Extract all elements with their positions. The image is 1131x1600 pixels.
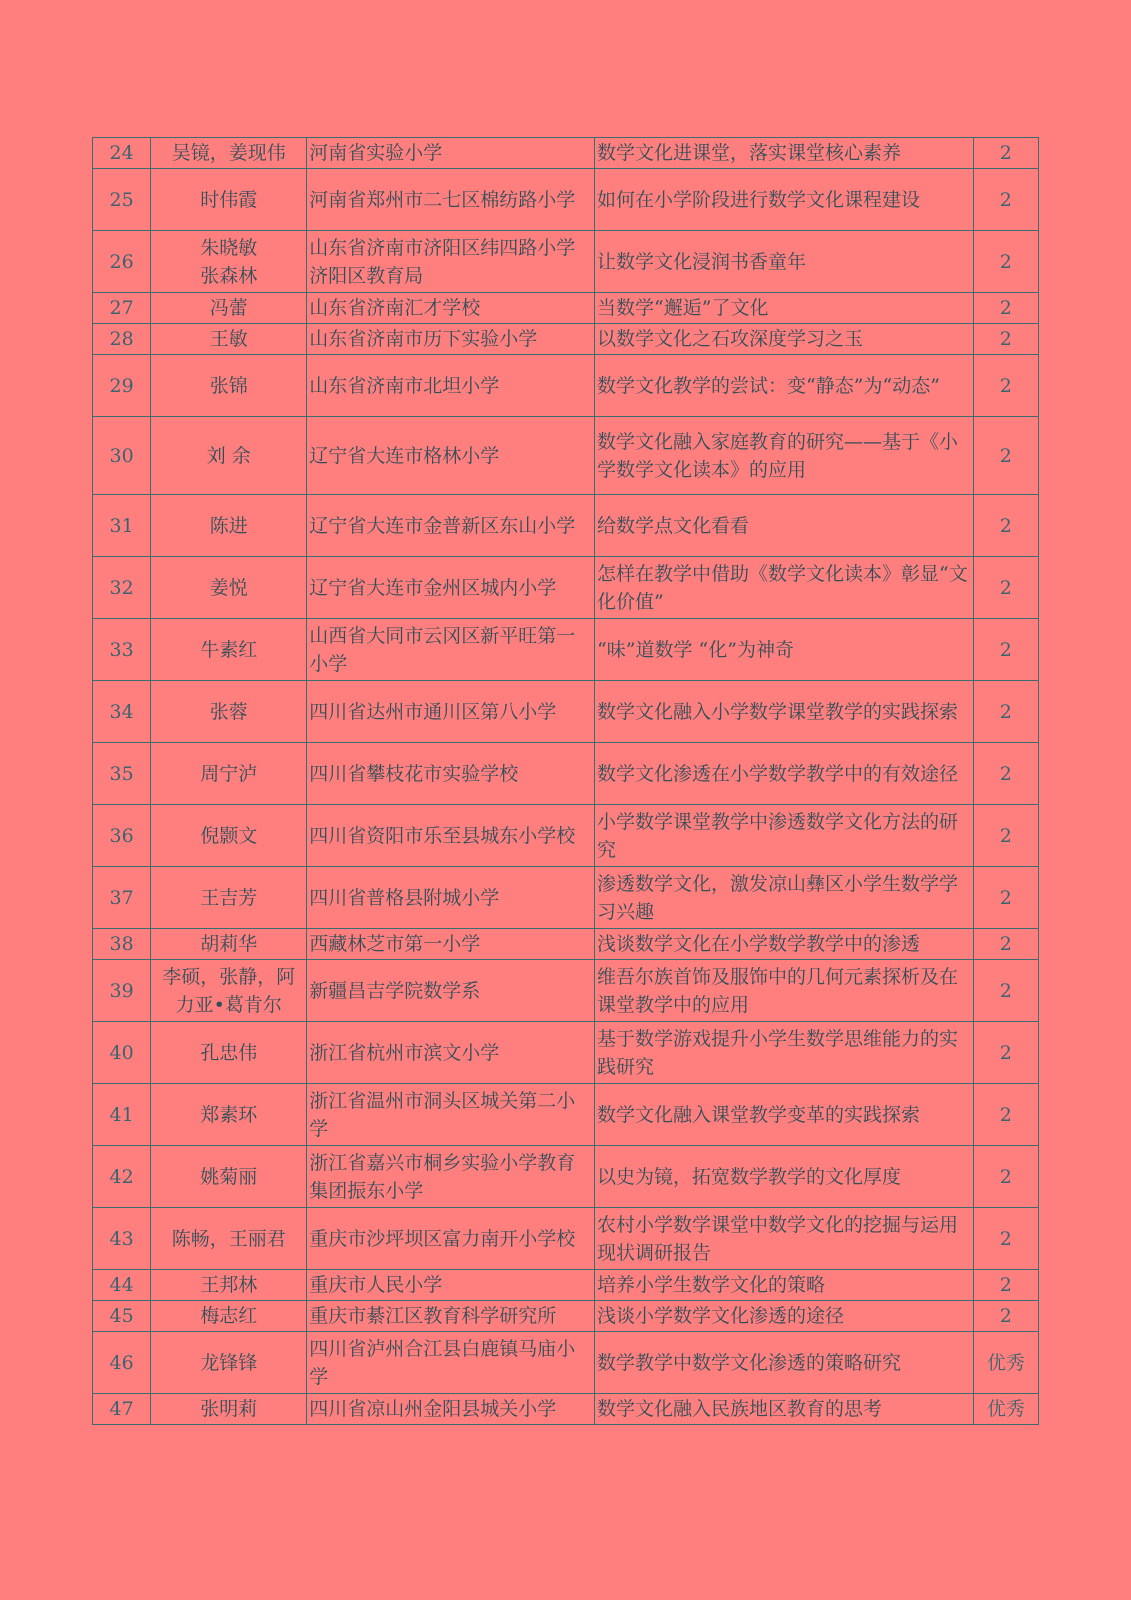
paper-title: 农村小学数学课堂中数学文化的挖掘与运用现状调研报告 xyxy=(595,1208,974,1270)
paper-title: 让数学文化浸润书香童年 xyxy=(595,231,974,293)
author-cell xyxy=(151,495,307,557)
award-level: 2 xyxy=(973,1208,1038,1270)
table-row xyxy=(93,1270,1039,1301)
table-row xyxy=(93,681,1039,743)
award-table-body xyxy=(93,138,1039,1425)
award-level: 2 xyxy=(973,1084,1038,1146)
paper-title: 数学文化融入家庭教育的研究——基于《小学数学文化读本》的应用 xyxy=(595,417,974,495)
table-row xyxy=(93,324,1039,355)
award-level: 2 xyxy=(973,557,1038,619)
award-level: 2 xyxy=(973,619,1038,681)
author-cell xyxy=(151,960,307,1022)
author-cell xyxy=(151,743,307,805)
author-cell xyxy=(151,681,307,743)
author-name: 姚菊丽 xyxy=(200,1165,258,1188)
author-name: 陈畅，王丽君 xyxy=(171,1227,286,1250)
award-level: 2 xyxy=(973,355,1038,417)
author-name: 张蓉 xyxy=(209,700,248,723)
table-row xyxy=(93,417,1039,495)
school-name: 山东省济南市济阳区纬四路小学 济阳区教育局 xyxy=(307,231,595,293)
paper-title: 数学文化教学的尝试：变“静态”为“动态” xyxy=(595,355,974,417)
table-row xyxy=(93,960,1039,1022)
author-name: 龙锋锋 xyxy=(200,1351,258,1374)
award-level: 2 xyxy=(973,960,1038,1022)
award-level: 2 xyxy=(973,169,1038,231)
award-level: 2 xyxy=(973,1146,1038,1208)
author-name: 时伟霞 xyxy=(200,188,258,211)
paper-title: “味”道数学 “化”为神奇 xyxy=(595,619,974,681)
entry-number: 36 xyxy=(93,805,151,867)
paper-title: 浅谈小学数学文化渗透的途径 xyxy=(595,1301,974,1332)
table-row xyxy=(93,1022,1039,1084)
entry-number: 33 xyxy=(93,619,151,681)
paper-title: 数学文化渗透在小学数学教学中的有效途径 xyxy=(595,743,974,805)
paper-title: 小学数学课堂教学中渗透数学文化方法的研究 xyxy=(595,805,974,867)
table-row xyxy=(93,743,1039,805)
award-table xyxy=(92,137,1039,1425)
school-name: 重庆市沙坪坝区富力南开小学校 xyxy=(307,1208,595,1270)
entry-number: 38 xyxy=(93,929,151,960)
author-cell xyxy=(151,929,307,960)
entry-number: 43 xyxy=(93,1208,151,1270)
entry-number: 29 xyxy=(93,355,151,417)
table-row xyxy=(93,231,1039,293)
author-cell xyxy=(151,138,307,169)
school-name: 山东省济南市历下实验小学 xyxy=(307,324,595,355)
school-name: 浙江省杭州市滨文小学 xyxy=(307,1022,595,1084)
author-cell xyxy=(151,1301,307,1332)
school-name: 浙江省嘉兴市桐乡实验小学教育集团振东小学 xyxy=(307,1146,595,1208)
author-cell xyxy=(151,867,307,929)
author-name: 刘 余 xyxy=(206,444,251,467)
paper-title: 培养小学生数学文化的策略 xyxy=(595,1270,974,1301)
author-cell xyxy=(151,1208,307,1270)
author-cell xyxy=(151,324,307,355)
table-row xyxy=(93,805,1039,867)
school-name: 西藏林芝市第一小学 xyxy=(307,929,595,960)
school-name: 四川省攀枝花市实验学校 xyxy=(307,743,595,805)
table-row xyxy=(93,619,1039,681)
author-name: 梅志红 xyxy=(200,1305,258,1327)
award-level: 2 xyxy=(973,495,1038,557)
paper-title: 以史为镜，拓宽数学教学的文化厚度 xyxy=(595,1146,974,1208)
school-name: 山东省济南汇才学校 xyxy=(307,293,595,324)
paper-title: 以数学文化之石攻深度学习之玉 xyxy=(595,324,974,355)
award-level: 2 xyxy=(973,1270,1038,1301)
school-name: 浙江省温州市洞头区城关第二小学 xyxy=(307,1084,595,1146)
school-name: 山东省济南市北坦小学 xyxy=(307,355,595,417)
entry-number: 24 xyxy=(93,138,151,169)
author-cell xyxy=(151,619,307,681)
entry-number: 44 xyxy=(93,1270,151,1301)
entry-number: 25 xyxy=(93,169,151,231)
entry-number: 40 xyxy=(93,1022,151,1084)
author-name: 张森林 xyxy=(200,264,258,287)
entry-number: 39 xyxy=(93,960,151,1022)
entry-number: 31 xyxy=(93,495,151,557)
author-name: 胡莉华 xyxy=(200,933,258,955)
school-name: 辽宁省大连市金普新区东山小学 xyxy=(307,495,595,557)
author-name: 牛素红 xyxy=(200,638,258,661)
award-level: 优秀 xyxy=(973,1332,1038,1394)
author-name: 陈进 xyxy=(209,514,248,537)
award-level: 2 xyxy=(973,231,1038,293)
entry-number: 35 xyxy=(93,743,151,805)
school-name: 辽宁省大连市格林小学 xyxy=(307,417,595,495)
table-row xyxy=(93,867,1039,929)
award-level: 2 xyxy=(973,929,1038,960)
entry-number: 46 xyxy=(93,1332,151,1394)
author-name: 孔忠伟 xyxy=(200,1041,258,1064)
author-name: 冯蕾 xyxy=(209,297,248,319)
author-cell xyxy=(151,1022,307,1084)
paper-title: 数学文化进课堂，落实课堂核心素养 xyxy=(595,138,974,169)
school-name: 四川省普格县附城小学 xyxy=(307,867,595,929)
author-name: 王敏 xyxy=(209,328,248,350)
entry-number: 41 xyxy=(93,1084,151,1146)
table-row xyxy=(93,495,1039,557)
table-row xyxy=(93,1208,1039,1270)
author-name: 王吉芳 xyxy=(200,886,258,909)
table-row xyxy=(93,557,1039,619)
school-name: 四川省资阳市乐至县城东小学校 xyxy=(307,805,595,867)
author-name: 姜悦 xyxy=(209,576,248,599)
table-row xyxy=(93,355,1039,417)
author-name: 张明莉 xyxy=(200,1398,258,1420)
table-row xyxy=(93,1084,1039,1146)
paper-title: 数学文化融入民族地区教育的思考 xyxy=(595,1394,974,1425)
table-row xyxy=(93,1332,1039,1394)
table-row xyxy=(93,293,1039,324)
paper-title: 维吾尔族首饰及服饰中的几何元素探析及在课堂教学中的应用 xyxy=(595,960,974,1022)
entry-number: 27 xyxy=(93,293,151,324)
entry-number: 42 xyxy=(93,1146,151,1208)
author-cell xyxy=(151,231,307,293)
award-level: 2 xyxy=(973,743,1038,805)
author-cell xyxy=(151,1394,307,1425)
school-name: 山西省大同市云冈区新平旺第一小学 xyxy=(307,619,595,681)
table-row xyxy=(93,1301,1039,1332)
paper-title: 浅谈数学文化在小学数学教学中的渗透 xyxy=(595,929,974,960)
school-name: 四川省凉山州金阳县城关小学 xyxy=(307,1394,595,1425)
school-name: 辽宁省大连市金州区城内小学 xyxy=(307,557,595,619)
award-level: 2 xyxy=(973,681,1038,743)
author-cell xyxy=(151,1084,307,1146)
award-level: 2 xyxy=(973,1301,1038,1332)
award-level: 2 xyxy=(973,805,1038,867)
entry-number: 28 xyxy=(93,324,151,355)
award-level: 2 xyxy=(973,1022,1038,1084)
paper-title: 当数学“邂逅”了文化 xyxy=(595,293,974,324)
author-name: 李硕，张静，阿 xyxy=(162,965,296,988)
award-level: 优秀 xyxy=(973,1394,1038,1425)
table-row xyxy=(93,1394,1039,1425)
paper-title: 基于数学游戏提升小学生数学思维能力的实践研究 xyxy=(595,1022,974,1084)
author-name: 倪颢文 xyxy=(200,824,258,847)
award-level: 2 xyxy=(973,138,1038,169)
author-cell xyxy=(151,169,307,231)
entry-number: 37 xyxy=(93,867,151,929)
school-name: 河南省实验小学 xyxy=(307,138,595,169)
school-name: 重庆市人民小学 xyxy=(307,1270,595,1301)
school-name: 四川省达州市通川区第八小学 xyxy=(307,681,595,743)
entry-number: 32 xyxy=(93,557,151,619)
paper-title: 数学教学中数学文化渗透的策略研究 xyxy=(595,1332,974,1394)
author-name: 张锦 xyxy=(209,374,248,397)
entry-number: 26 xyxy=(93,231,151,293)
school-name: 新疆昌吉学院数学系 xyxy=(307,960,595,1022)
author-name: 吴镜，姜现伟 xyxy=(171,142,286,164)
paper-title: 渗透数学文化，激发凉山彝区小学生数学学习兴趣 xyxy=(595,867,974,929)
author-name: 郑素环 xyxy=(200,1103,258,1126)
author-cell xyxy=(151,355,307,417)
school-name: 重庆市綦江区教育科学研究所 xyxy=(307,1301,595,1332)
author-name: 朱晓敏 xyxy=(200,236,258,259)
paper-title: 给数学点文化看看 xyxy=(595,495,974,557)
table-row xyxy=(93,169,1039,231)
author-name: 力亚•葛肯尔 xyxy=(175,993,282,1016)
author-cell xyxy=(151,1270,307,1301)
paper-title: 如何在小学阶段进行数学文化课程建设 xyxy=(595,169,974,231)
entry-number: 30 xyxy=(93,417,151,495)
table-row xyxy=(93,1146,1039,1208)
entry-number: 34 xyxy=(93,681,151,743)
author-cell xyxy=(151,1146,307,1208)
author-cell xyxy=(151,1332,307,1394)
author-name: 周宁泸 xyxy=(200,762,258,785)
entry-number: 45 xyxy=(93,1301,151,1332)
school-name: 四川省泸州合江县白鹿镇马庙小学 xyxy=(307,1332,595,1394)
author-cell xyxy=(151,557,307,619)
award-level: 2 xyxy=(973,417,1038,495)
author-cell xyxy=(151,293,307,324)
table-row xyxy=(93,929,1039,960)
paper-title: 怎样在教学中借助《数学文化读本》彰显“文化价值” xyxy=(595,557,974,619)
award-level: 2 xyxy=(973,324,1038,355)
paper-title: 数学文化融入课堂教学变革的实践探索 xyxy=(595,1084,974,1146)
award-level: 2 xyxy=(973,867,1038,929)
school-name: 河南省郑州市二七区棉纺路小学 xyxy=(307,169,595,231)
author-cell xyxy=(151,417,307,495)
author-name: 王邦林 xyxy=(200,1274,258,1296)
paper-title: 数学文化融入小学数学课堂教学的实践探索 xyxy=(595,681,974,743)
entry-number: 47 xyxy=(93,1394,151,1425)
table-row xyxy=(93,138,1039,169)
award-level: 2 xyxy=(973,293,1038,324)
author-cell xyxy=(151,805,307,867)
